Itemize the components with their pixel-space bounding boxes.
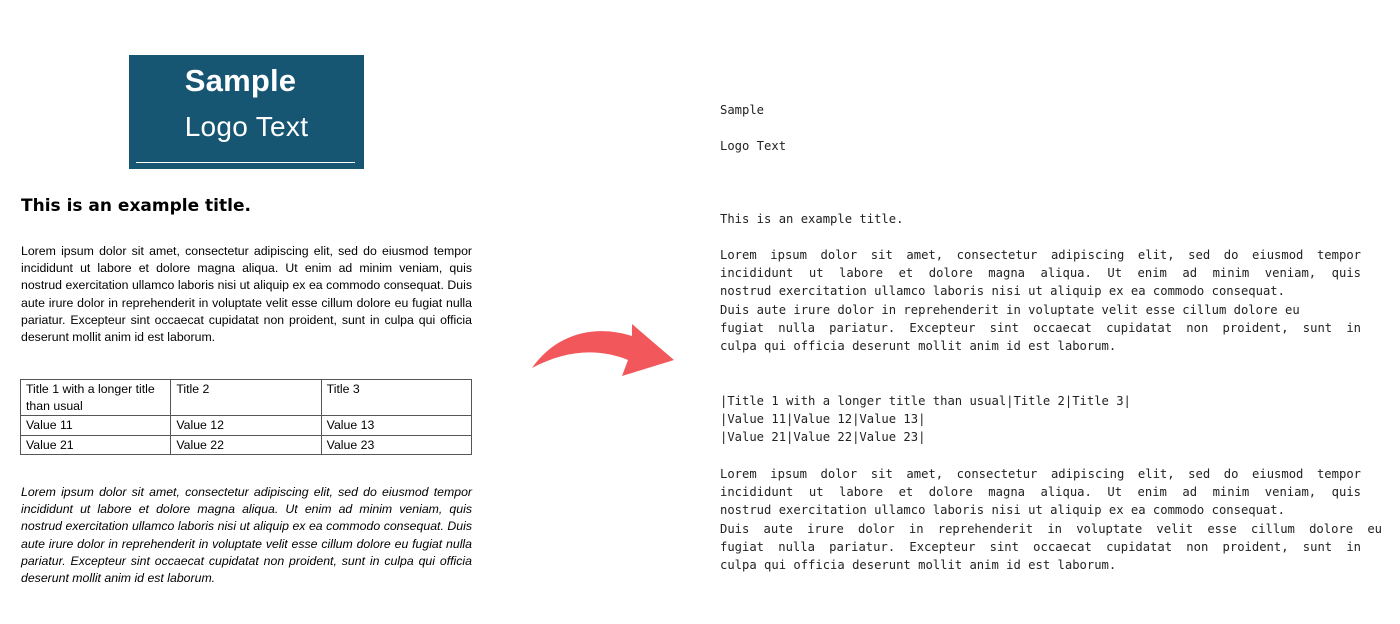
table-row (21, 416, 472, 436)
output-text-line: culpa qui officia deserunt mollit anim id est laborum. (720, 339, 1117, 354)
table-cell: Value 23 (321, 435, 471, 455)
document-table (20, 379, 472, 455)
output-table-line: |Value 11|Value 12|Value 13| (720, 412, 926, 426)
output-text-line: incididunt ut labore et dolore magna aliqua. Ut enim ad minim veniam, quis (720, 266, 1361, 281)
logo-underline (136, 162, 355, 163)
output-table-line: |Title 1 with a longer title than usual|Title 2|Title 3| (720, 394, 1131, 408)
output-text-line: culpa qui officia deserunt mollit anim id est laborum. (720, 558, 1117, 573)
output-text-line: incididunt ut labore et dolore magna aliqua. Ut enim ad minim veniam, quis (720, 485, 1361, 500)
output-text-line: nostrud exercitation ullamco laboris nisi ut aliquip ex ea commodo consequat. (720, 284, 1285, 299)
table-cell: Value 11 (21, 416, 171, 436)
output-logo-line-2: Logo Text (720, 139, 787, 153)
output-paragraph-1 (720, 246, 1361, 355)
table-cell: Value 22 (171, 435, 321, 455)
output-text-line: fugiat nulla pariatur. Excepteur sint occaecat cupidatat non proident, sunt in (720, 539, 1361, 554)
document-paragraph-2: Lorem ipsum dolor sit amet, consectetur adipiscing elit, sed do eiusmod tempor incididunt ut labore et dolore magna aliqua. Ut enim ad minim veniam, quis nostrud exercitation ullamco laboris nisi ut aliquip ex ea commodo consequat. Duis aute irure dolor in reprehenderit in voluptate velit esse cillum dolore eu fugiat nulla pariatur. Excepteur sint occaecat cupidatat non proident, sunt in culpa qui officia deserunt mollit anim id est laborum. (21, 485, 472, 586)
output-text-line: Lorem ipsum dolor sit amet, consectetur adipiscing elit, sed do eiusmod tempor (720, 248, 1361, 262)
table-header-cell: Title 1 with a longer title than usual (21, 380, 171, 416)
output-paragraph-2 (720, 465, 1382, 574)
logo-subtitle: Logo Text (184, 111, 309, 142)
curved-arrow-right-icon (528, 320, 688, 380)
document-paragraph-1: Lorem ipsum dolor sit amet, consectetur adipiscing elit, sed do eiusmod tempor incididunt ut labore et dolore magna aliqua. Ut enim ad minim veniam, quis nostrud exercitation ullamco laboris nisi ut aliquip ex ea commodo consequat. Duis aute irure dolor in reprehenderit in voluptate velit esse cillum dolore eu fugiat nulla pariatur. Excepteur sint occaecat cupidatat non proident, sunt in culpa qui officia deserunt mollit anim id est laborum. (21, 244, 472, 345)
output-logo-line-1: Sample (720, 103, 765, 117)
document-title: This is an example title. (21, 196, 251, 216)
output-text-line: Duis aute irure dolor in reprehenderit in voluptate velit esse cillum dolore eu (720, 521, 1382, 536)
output-title-line: This is an example title. (720, 212, 904, 226)
output-text-line: nostrud exercitation ullamco laboris nisi ut aliquip ex ea commodo consequat. (720, 503, 1285, 518)
table-cell: Value 21 (21, 435, 171, 455)
output-table-line: |Value 21|Value 22|Value 23| (720, 430, 926, 444)
table-header-row (21, 380, 472, 416)
logo-title: Sample (184, 63, 297, 98)
table-header-cell: Title 2 (171, 380, 321, 416)
output-text-line: Duis aute irure dolor in reprehenderit in voluptate velit esse cillum dolore eu (720, 302, 1300, 317)
table-cell: Value 12 (171, 416, 321, 436)
table-row (21, 435, 472, 455)
output-text-line: fugiat nulla pariatur. Excepteur sint occaecat cupidatat non proident, sunt in (720, 320, 1361, 335)
logo-banner (129, 55, 364, 169)
table-cell: Value 13 (321, 416, 471, 436)
table-header-cell: Title 3 (321, 380, 471, 416)
arrow-shape (532, 324, 674, 376)
output-text-line: Lorem ipsum dolor sit amet, consectetur adipiscing elit, sed do eiusmod tempor (720, 467, 1361, 481)
